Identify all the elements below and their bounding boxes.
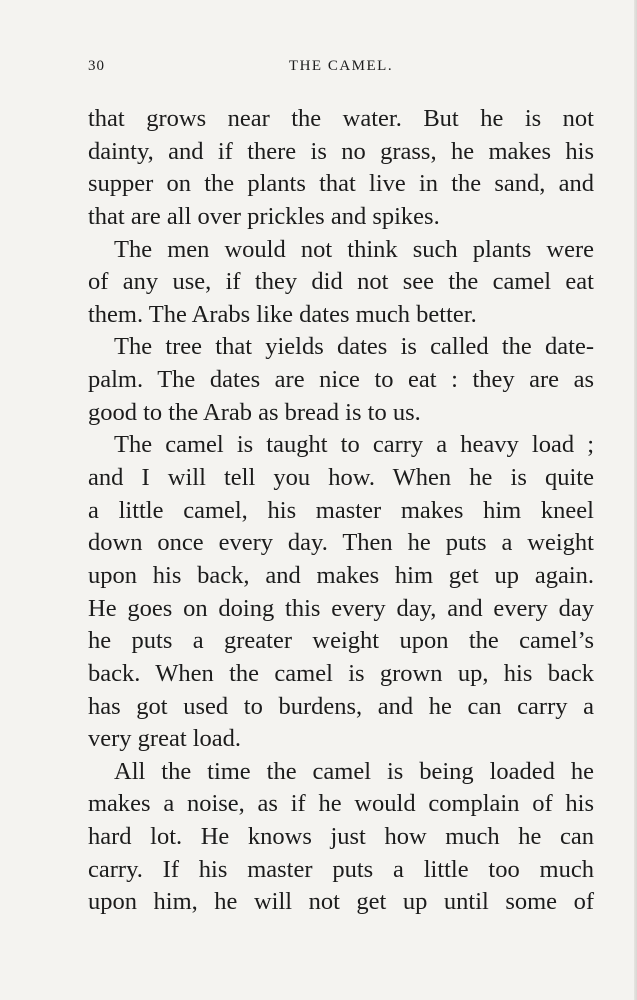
text-line: He goes on doing this every day, and every day bbox=[88, 594, 594, 622]
text-line: them. The Arabs like dates much better. bbox=[88, 300, 477, 328]
text-line: makes a noise, as if he would complain of his bbox=[88, 790, 594, 818]
text-line: dainty, and if there is no grass, he makes his bbox=[88, 137, 594, 165]
text-line: palm. The dates are nice to eat : they are as bbox=[88, 366, 594, 394]
running-title: THE CAMEL. bbox=[288, 58, 394, 74]
text-line: good to the Arab as bread is to us. bbox=[88, 398, 421, 426]
body-text bbox=[88, 103, 594, 919]
text-line: very great load. bbox=[88, 725, 242, 753]
text-line: supper on the plants that live in the sand, and bbox=[88, 170, 594, 198]
text-line: a little camel, his master makes him kneel bbox=[88, 496, 594, 524]
text-line: has got used to burdens, and he can carry a bbox=[88, 692, 594, 720]
text-line: upon him, he will not get up until some of bbox=[88, 888, 594, 916]
text-line: The men would not think such plants were bbox=[114, 235, 594, 263]
text-line: down once every day. Then he puts a weight bbox=[88, 529, 594, 557]
text-line: back. When the camel is grown up, his back bbox=[88, 659, 594, 687]
text-line: The camel is taught to carry a heavy load ; bbox=[114, 431, 594, 459]
page-header bbox=[88, 58, 594, 82]
text-line: The tree that yields dates is called the date- bbox=[114, 333, 594, 361]
text-line: hard lot. He knows just how much he can bbox=[88, 823, 594, 851]
text-line: that grows near the water. But he is not bbox=[88, 105, 594, 132]
text-line: carry. If his master puts a little too much bbox=[88, 855, 594, 883]
text-line: of any use, if they did not see the camel eat bbox=[88, 268, 594, 296]
page-number: 30 bbox=[88, 58, 105, 74]
text-line: he puts a greater weight upon the camel’s bbox=[88, 627, 594, 655]
text-line: All the time the camel is being loaded he bbox=[114, 757, 594, 785]
text-line: and I will tell you how. When he is quite bbox=[88, 464, 594, 492]
text-line: that are all over prickles and spikes. bbox=[88, 202, 440, 230]
text-line: upon his back, and makes him get up again. bbox=[88, 561, 594, 589]
